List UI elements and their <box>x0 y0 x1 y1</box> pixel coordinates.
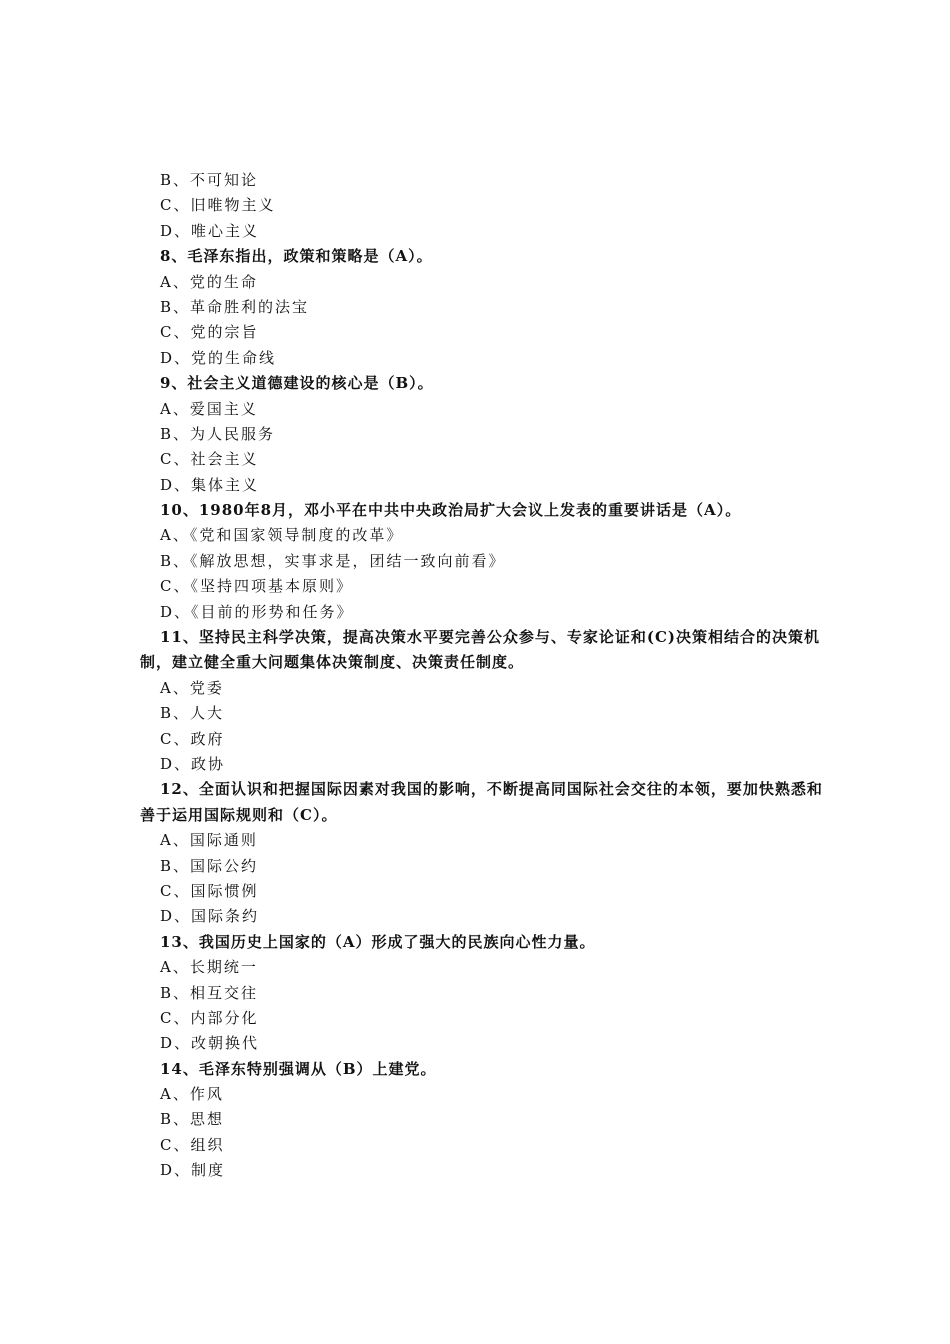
option-line: B、国际公约 <box>160 856 259 875</box>
question-line-continued: 制，建立健全重大问题集体决策制度、决策责任制度。 <box>140 653 525 672</box>
option-line: B、不可知论 <box>160 171 259 189</box>
option-line: A、作风 <box>160 1085 224 1104</box>
option-line: D、唯心主义 <box>160 221 260 240</box>
option-line: B、为人民服务 <box>160 424 276 443</box>
option-line: D、党的生命线 <box>160 348 277 367</box>
option-line: A、长期统一 <box>160 958 258 977</box>
option-line: C、党的宗旨 <box>160 323 259 342</box>
option-line: A、党的生命 <box>160 272 258 291</box>
question-line: 12、全面认识和把握国际因素对我国的影响，不断提高同国际社会交往的本领，要加快熟悉和 <box>160 780 823 799</box>
option-line: A、国际通则 <box>160 831 258 850</box>
option-line: D、政协 <box>160 754 226 773</box>
question-list <box>0 168 950 1184</box>
question-line: 8、毛泽东指出，政策和策略是（A）。 <box>160 247 433 266</box>
option-line: C、社会主义 <box>160 450 259 469</box>
option-line: C、政府 <box>160 729 225 748</box>
option-line: B、思想 <box>160 1110 225 1129</box>
question-line: 9、社会主义道德建设的核心是（B）。 <box>160 374 434 393</box>
option-line: A、爱国主义 <box>160 399 258 418</box>
option-line: B、《解放思想，实事求是，团结一致向前看》 <box>160 551 506 570</box>
option-line: C、旧唯物主义 <box>160 196 276 215</box>
option-line: B、相互交往 <box>160 983 259 1002</box>
question-line: 10、1980年8月，邓小平在中共中央政治局扩大会议上发表的重要讲话是（A）。 <box>160 501 742 520</box>
option-line: C、《坚持四项基本原则》 <box>160 577 353 596</box>
option-line: D、改朝换代 <box>160 1034 260 1053</box>
option-line: D、国际条约 <box>160 907 260 926</box>
option-line: D、集体主义 <box>160 475 260 494</box>
option-line: C、组织 <box>160 1135 225 1154</box>
question-line: 14、毛泽东特别强调从（B）上建党。 <box>160 1059 437 1078</box>
option-line: C、国际惯例 <box>160 881 259 900</box>
option-line: C、内部分化 <box>160 1008 259 1027</box>
option-line: D、制度 <box>160 1161 226 1180</box>
question-line: 11、坚持民主科学决策，提高决策水平要完善公众参与、专家论证和(C)决策相结合的决策机 <box>160 628 821 647</box>
option-line: B、革命胜利的法宝 <box>160 297 310 316</box>
option-line: A、《党和国家领导制度的改革》 <box>160 526 404 545</box>
option-line: B、人大 <box>160 704 225 723</box>
question-line-continued: 善于运用国际规则和（C）。 <box>140 805 338 824</box>
option-line: A、党委 <box>160 678 224 697</box>
option-line: D、《目前的形势和任务》 <box>160 602 354 621</box>
question-line: 13、我国历史上国家的（A）形成了强大的民族向心性力量。 <box>160 932 596 951</box>
